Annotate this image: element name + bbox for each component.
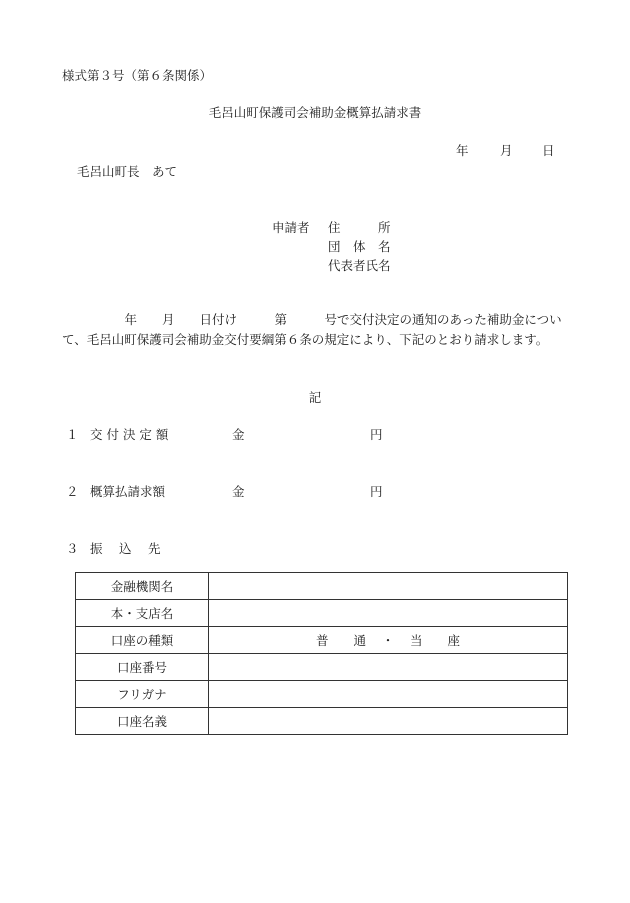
option-current[interactable]: 当 座: [409, 633, 460, 648]
item-number: ２: [66, 484, 79, 499]
table-row: [76, 654, 568, 681]
item-yen: 円: [370, 484, 383, 499]
account-holder-field[interactable]: [209, 708, 568, 735]
table-row: [76, 600, 568, 627]
account-type-field[interactable]: [209, 627, 568, 654]
applicant-group-name-label: 団 体 名: [328, 239, 391, 254]
date-year: 年: [456, 143, 469, 158]
branch-name-field[interactable]: [209, 600, 568, 627]
item-number: １: [66, 427, 79, 442]
bank-name-label: 金融機関名: [76, 573, 209, 600]
item-yen: 円: [370, 427, 383, 442]
furigana-label: フリガナ: [76, 681, 209, 708]
item-kin: 金: [232, 427, 245, 442]
document-title: 毛呂山町保護司会補助金概算払請求書: [208, 105, 422, 120]
ki-heading: 記: [308, 390, 322, 405]
item-label: 概算払請求額: [90, 484, 166, 499]
account-type-label: 口座の種類: [76, 627, 209, 654]
applicant-label: 申請者: [272, 220, 310, 235]
form-number: 様式第３号（第６条関係）: [62, 68, 213, 83]
bank-account-table: [75, 572, 568, 735]
item-label: 振 込 先: [90, 541, 161, 556]
bank-name-field[interactable]: [209, 573, 568, 600]
applicant-representative-label: 代表者氏名: [328, 258, 391, 273]
request-body-text: 年 月 日付け 第 号で交付決定の通知のあった補助金について、毛呂山町保護司会補助金交付要綱第６条の規定により、下記のとおり請求します。: [62, 312, 562, 347]
table-row: [76, 708, 568, 735]
item-label: 交 付 決 定 額: [90, 427, 169, 442]
table-row: [76, 681, 568, 708]
branch-name-label: 本・支店名: [76, 600, 209, 627]
account-number-field[interactable]: [209, 654, 568, 681]
account-type-options: [316, 631, 460, 649]
item-number: ３: [66, 541, 79, 556]
option-ordinary[interactable]: 普 通: [316, 633, 367, 648]
table-row: [76, 627, 568, 654]
option-separator: ・: [381, 633, 395, 648]
date-day: 日: [542, 143, 555, 158]
date-month: 月: [500, 143, 513, 158]
item-kin: 金: [232, 484, 245, 499]
furigana-field[interactable]: [209, 681, 568, 708]
account-holder-label: 口座名義: [76, 708, 209, 735]
table-row: [76, 573, 568, 600]
applicant-address-label: 住 所: [328, 220, 391, 235]
account-number-label: 口座番号: [76, 654, 209, 681]
addressee: 毛呂山町長 あて: [77, 164, 178, 179]
